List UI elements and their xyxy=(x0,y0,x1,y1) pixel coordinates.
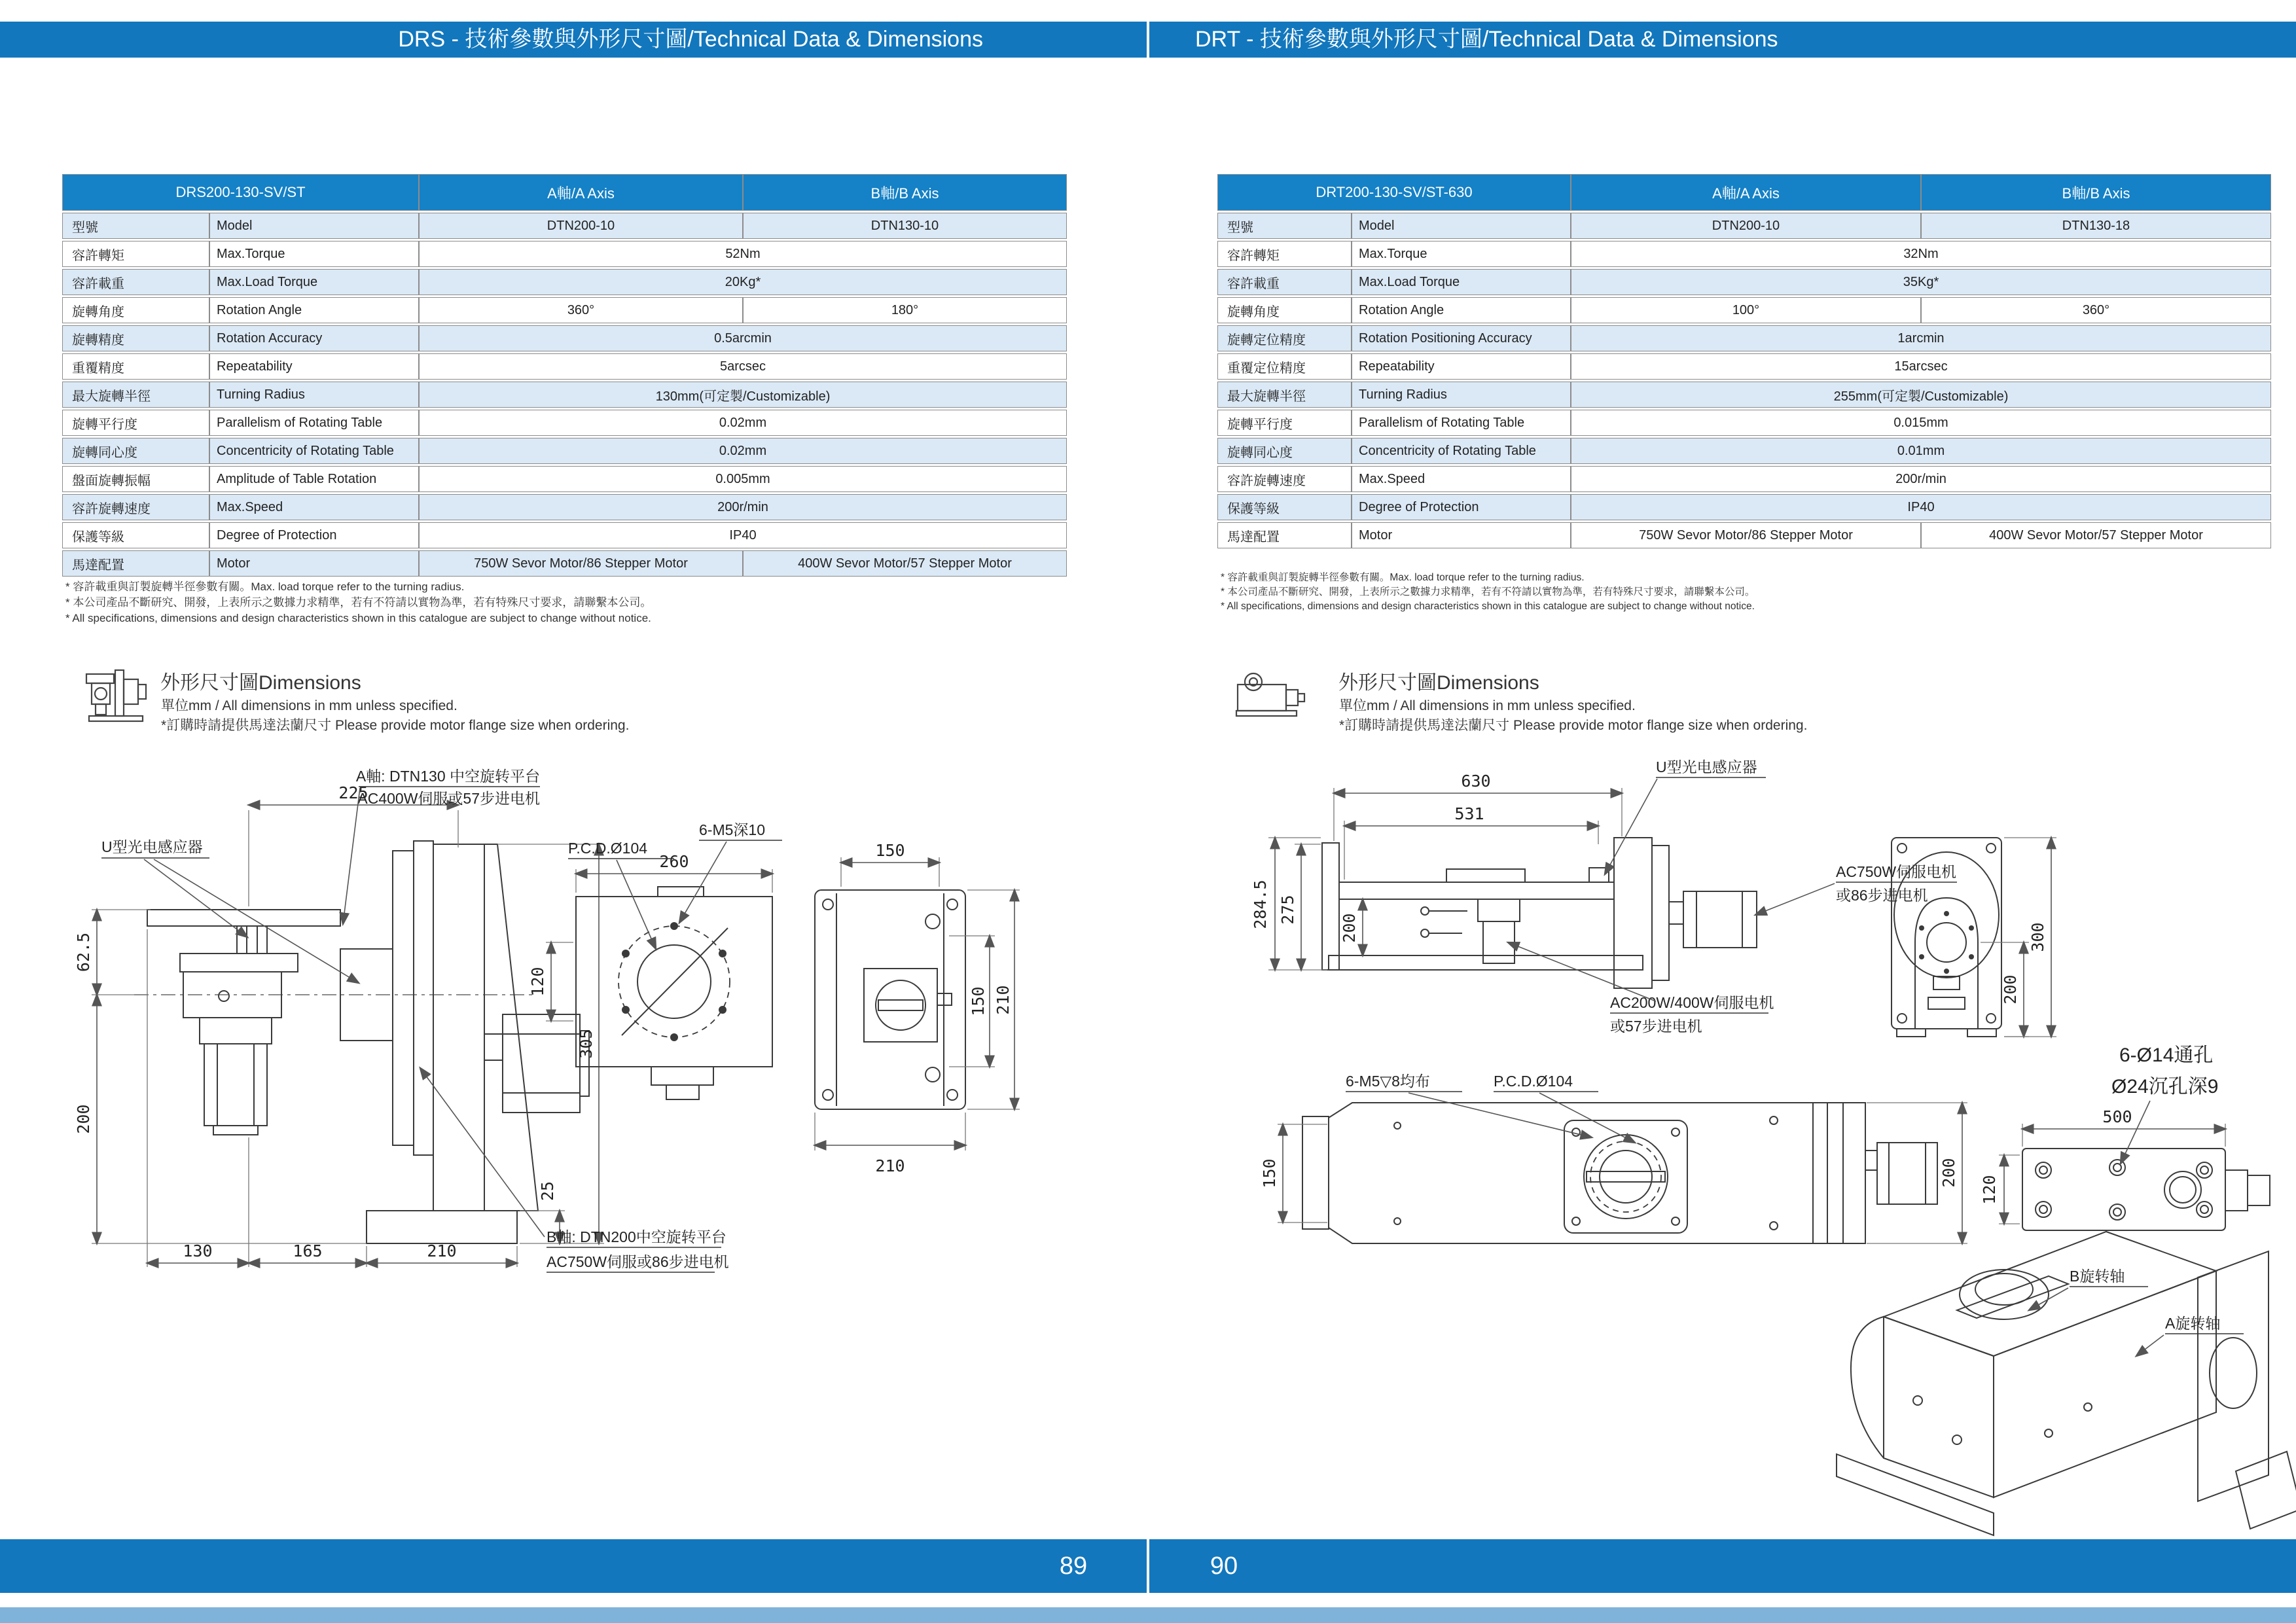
table-row xyxy=(1217,353,2271,380)
cell: 52Nm xyxy=(419,241,1067,267)
cell: Max.Speed xyxy=(209,494,419,520)
table-title: DRT200-130-SV/ST-630 xyxy=(1217,174,1571,211)
a-rotation-axis-label: A旋转轴 xyxy=(2165,1315,2221,1332)
cell: Rotation Angle xyxy=(209,297,419,323)
cell: Max.Speed xyxy=(1352,466,1571,492)
cell: Model xyxy=(1352,213,1571,239)
drs-footnotes xyxy=(65,579,651,626)
dim-label: 500 xyxy=(2102,1107,2132,1126)
bottom-accent-strip xyxy=(0,1607,2296,1623)
table-row xyxy=(62,550,1067,577)
table-row xyxy=(62,382,1067,408)
table-row xyxy=(1217,410,2271,436)
table-row xyxy=(62,213,1067,239)
cell: 最大旋轉半徑 xyxy=(1217,382,1352,408)
dim-label: 130 xyxy=(183,1241,213,1260)
cell: 35Kg* xyxy=(1571,269,2271,295)
dim-label: 200 xyxy=(2001,974,2020,1005)
footnote: * 容許載重與訂製旋轉半徑參數有關。Max. load torque refer to the turning radius. xyxy=(1221,572,1585,583)
cell: 400W Sevor Motor/57 Stepper Motor xyxy=(743,550,1067,577)
drt-footnotes xyxy=(1221,571,1755,614)
cell: 0.02mm xyxy=(419,410,1067,436)
cell: 最大旋轉半徑 xyxy=(62,382,209,408)
page-title-drs: DRS - 技術參數與外形尺寸圖/Technical Data & Dimensions xyxy=(398,27,983,52)
table-row xyxy=(1217,438,2271,464)
cell: 馬達配置 xyxy=(1217,522,1352,548)
dim-label: 300 xyxy=(2028,922,2047,952)
drs-rear-view xyxy=(815,841,1020,1175)
dim-label: 260 xyxy=(659,852,689,871)
table-row xyxy=(62,410,1067,436)
cell: 1arcmin xyxy=(1571,325,2271,351)
cell: Max.Load Torque xyxy=(1352,269,1571,295)
cell: 0.01mm xyxy=(1571,438,2271,464)
cell: 0.5arcmin xyxy=(419,325,1067,351)
footnote: * All specifications, dimensions and design characteristics shown in this catalogue are subject to change without notice. xyxy=(1221,601,1755,612)
pcd-label: P.C.D.Ø104 xyxy=(568,840,648,857)
table-title: DRS200-130-SV/ST xyxy=(62,174,419,211)
cell: 型號 xyxy=(1217,213,1352,239)
footnote: * All specifications, dimensions and design characteristics shown in this catalogue are subject to change without notice. xyxy=(65,612,651,624)
dim-label: 165 xyxy=(293,1241,323,1260)
dim-label: 200 xyxy=(1939,1158,1958,1188)
counterbore-label: Ø24沉孔深9 xyxy=(2111,1076,2219,1097)
cell: Parallelism of Rotating Table xyxy=(209,410,419,436)
dim-label: 210 xyxy=(875,1156,905,1175)
cell: Rotation Positioning Accuracy xyxy=(1352,325,1571,351)
pcd-label: P.C.D.Ø104 xyxy=(1494,1073,1573,1090)
table-row xyxy=(1217,269,2271,295)
cell: 360° xyxy=(1921,297,2271,323)
cell: Concentricity of Rotating Table xyxy=(1352,438,1571,464)
table-row xyxy=(1217,241,2271,267)
dimensions-heading: 外形尺寸圖Dimensions xyxy=(160,672,361,694)
cell: 15arcsec xyxy=(1571,353,2271,380)
table-row xyxy=(1217,466,2271,492)
cell: 旋轉平行度 xyxy=(62,410,209,436)
sensor-label: U型光电感应器 xyxy=(101,838,203,855)
footer-band xyxy=(0,1539,2296,1593)
drs-plan-view xyxy=(528,821,782,1099)
dim-label: 200 xyxy=(1340,913,1359,943)
dim-label: 531 xyxy=(1454,804,1484,823)
motor2-label: AC200W/400W伺服电机 xyxy=(1610,994,1774,1011)
table-row xyxy=(62,466,1067,492)
page-number-right: 90 xyxy=(1210,1552,1238,1580)
cell: 旋轉角度 xyxy=(62,297,209,323)
dimensions-thumbnail-icon xyxy=(84,662,152,728)
cell: 旋轉平行度 xyxy=(1217,410,1352,436)
cell: IP40 xyxy=(419,522,1067,548)
table-row xyxy=(1217,382,2271,408)
cell: IP40 xyxy=(1571,494,2271,520)
cell: 400W Sevor Motor/57 Stepper Motor xyxy=(1921,522,2271,548)
cell: 重覆精度 xyxy=(62,353,209,380)
page-title-drt: DRT - 技術參數與外形尺寸圖/Technical Data & Dimensions xyxy=(1195,27,1778,52)
cell: Parallelism of Rotating Table xyxy=(1352,410,1571,436)
page-number-left: 89 xyxy=(1059,1552,1088,1580)
dim-label: 210 xyxy=(994,985,1013,1015)
table-header-row xyxy=(62,174,1067,211)
cell: 0.005mm xyxy=(419,466,1067,492)
cell: Repeatability xyxy=(209,353,419,380)
col-b-axis: B軸/B Axis xyxy=(743,174,1067,211)
table-row xyxy=(1217,213,2271,239)
cell: 馬達配置 xyxy=(62,550,209,577)
cell: DTN130-10 xyxy=(743,213,1067,239)
cell: 255mm(可定製/Customizable) xyxy=(1571,382,2271,408)
cell: Max.Torque xyxy=(1352,241,1571,267)
cell: 容許轉矩 xyxy=(1217,241,1352,267)
cell: DTN130-18 xyxy=(1921,213,2271,239)
cell: Degree of Protection xyxy=(1352,494,1571,520)
cell: 100° xyxy=(1571,297,1921,323)
table-row xyxy=(62,269,1067,295)
cell: 0.015mm xyxy=(1571,410,2271,436)
drs-spec-table xyxy=(62,172,1067,579)
tapped-holes-label: 6-M5深10 xyxy=(699,821,765,838)
dim-label: 150 xyxy=(969,986,988,1016)
cell: Rotation Angle xyxy=(1352,297,1571,323)
cell: DTN200-10 xyxy=(419,213,743,239)
col-b-axis: B軸/B Axis xyxy=(1921,174,2271,211)
table-row xyxy=(62,522,1067,548)
cell: 750W Sevor Motor/86 Stepper Motor xyxy=(419,550,743,577)
dimensions-unit-line: 單位mm / All dimensions in mm unless specified. xyxy=(161,698,457,713)
table-row xyxy=(1217,522,2271,548)
cell: 旋轉精度 xyxy=(62,325,209,351)
a-axis-label2: AC400W伺服或57步进电机 xyxy=(357,790,540,807)
footer-divider xyxy=(1147,1539,1149,1593)
cell: 5arcsec xyxy=(419,353,1067,380)
header-band xyxy=(0,22,2296,58)
cell: 盤面旋轉振幅 xyxy=(62,466,209,492)
sensor-label: U型光电感应器 xyxy=(1656,758,1757,776)
cell: 130mm(可定製/Customizable) xyxy=(419,382,1067,408)
cell: 32Nm xyxy=(1571,241,2271,267)
dimensions-unit-line: 單位mm / All dimensions in mm unless specified. xyxy=(1339,698,1636,713)
drt-side-view xyxy=(1251,758,1957,1035)
footnote: * 本公司產品不斷研究、開發，上表所示之數據力求精準，若有不符請以實物為準，若有特殊尺寸要求，請聯繫本公司。 xyxy=(65,596,652,609)
drt-dimension-drawing xyxy=(1198,746,2296,1539)
dim-label: 120 xyxy=(528,967,547,997)
cell: 旋轉定位精度 xyxy=(1217,325,1352,351)
drs-dimension-drawing xyxy=(52,753,1073,1315)
cell: 容許旋轉速度 xyxy=(1217,466,1352,492)
cell: Repeatability xyxy=(1352,353,1571,380)
cell: 200r/min xyxy=(419,494,1067,520)
table-row xyxy=(1217,325,2271,351)
dimensions-heading: 外形尺寸圖Dimensions xyxy=(1338,672,1539,694)
cell: Max.Load Torque xyxy=(209,269,419,295)
dimensions-order-line: *訂購時請提供馬達法蘭尺寸 Please provide motor flange size when ordering. xyxy=(1339,718,1808,733)
col-a-axis: A軸/A Axis xyxy=(1571,174,1921,211)
b-axis-label: B軸: DTN200中空旋转平台 xyxy=(547,1228,726,1245)
dimensions-order-line: *訂購時請提供馬達法蘭尺寸 Please provide motor flange size when ordering. xyxy=(161,718,630,733)
dim-label: 62.5 xyxy=(74,932,93,972)
table-row xyxy=(62,241,1067,267)
cell: 重覆定位精度 xyxy=(1217,353,1352,380)
table-row xyxy=(62,325,1067,351)
col-a-axis: A軸/A Axis xyxy=(419,174,743,211)
cell: 200r/min xyxy=(1571,466,2271,492)
cell: 保護等級 xyxy=(1217,494,1352,520)
dim-label: 150 xyxy=(875,841,905,860)
dim-label: 150 xyxy=(1260,1158,1279,1188)
cell: 20Kg* xyxy=(419,269,1067,295)
b-axis-label2: AC750W伺服或86步进电机 xyxy=(547,1253,729,1270)
drt-spec-table xyxy=(1217,172,2271,550)
cell: Amplitude of Table Rotation xyxy=(209,466,419,492)
cell: Motor xyxy=(1352,522,1571,548)
dim-label: 305 xyxy=(577,1029,596,1059)
cell: 容許載重 xyxy=(1217,269,1352,295)
cell: 180° xyxy=(743,297,1067,323)
table-header-row xyxy=(1217,174,2271,211)
cell: Concentricity of Rotating Table xyxy=(209,438,419,464)
dim-label: 275 xyxy=(1278,895,1297,925)
cell: 容許轉矩 xyxy=(62,241,209,267)
dim-label: 200 xyxy=(74,1104,93,1134)
cell: 旋轉同心度 xyxy=(62,438,209,464)
cell: 保護等級 xyxy=(62,522,209,548)
dim-label: 210 xyxy=(427,1241,457,1260)
cell: 750W Sevor Motor/86 Stepper Motor xyxy=(1571,522,1921,548)
tapped-holes-label: 6-M5▽8均布 xyxy=(1346,1073,1430,1090)
motor2-label2: 或57步进电机 xyxy=(1610,1018,1702,1035)
table-row xyxy=(1217,297,2271,323)
cell: Turning Radius xyxy=(1352,382,1571,408)
dim-label: 120 xyxy=(1980,1175,1999,1205)
table-row xyxy=(1217,494,2271,520)
cell: 360° xyxy=(419,297,743,323)
b-rotation-axis-label: B旋转轴 xyxy=(2070,1268,2125,1285)
a-axis-label: A軸: DTN130 中空旋转平台 xyxy=(355,768,540,785)
cell: Max.Torque xyxy=(209,241,419,267)
cell: Motor xyxy=(209,550,419,577)
motor1-label: AC750W伺服电机 xyxy=(1836,863,1957,880)
cell: 旋轉角度 xyxy=(1217,297,1352,323)
footnote: * 本公司產品不斷研究、開發，上表所示之數據力求精準，若有不符請以實物為準，若有特殊尺寸要求，請聯繫本公司。 xyxy=(1221,586,1755,597)
cell: 容許載重 xyxy=(62,269,209,295)
drt-isometric-view xyxy=(1837,1232,2296,1535)
motor1-label2: 或86步进电机 xyxy=(1836,887,1928,904)
cell: 型號 xyxy=(62,213,209,239)
cell: 0.02mm xyxy=(419,438,1067,464)
dimensions-thumbnail-icon xyxy=(1234,662,1309,728)
dim-label: 225 xyxy=(338,783,368,802)
cell: Rotation Accuracy xyxy=(209,325,419,351)
table-row xyxy=(62,297,1067,323)
table-row xyxy=(62,353,1067,380)
drt-top-view xyxy=(1260,1073,1967,1243)
dim-label: 630 xyxy=(1461,772,1491,791)
cell: Model xyxy=(209,213,419,239)
footnote: * 容許載重與訂製旋轉半徑參數有關。Max. load torque refer to the turning radius. xyxy=(65,580,465,593)
table-row xyxy=(62,494,1067,520)
cell: 旋轉同心度 xyxy=(1217,438,1352,464)
cell: Degree of Protection xyxy=(209,522,419,548)
cell: 容許旋轉速度 xyxy=(62,494,209,520)
drt-plate-view xyxy=(1980,1044,2270,1230)
table-row xyxy=(62,438,1067,464)
through-holes-label: 6-Ø14通孔 xyxy=(2119,1044,2214,1066)
dim-label: 25 xyxy=(538,1181,557,1202)
dim-label: 284.5 xyxy=(1251,880,1270,929)
cell: Turning Radius xyxy=(209,382,419,408)
cell: DTN200-10 xyxy=(1571,213,1921,239)
